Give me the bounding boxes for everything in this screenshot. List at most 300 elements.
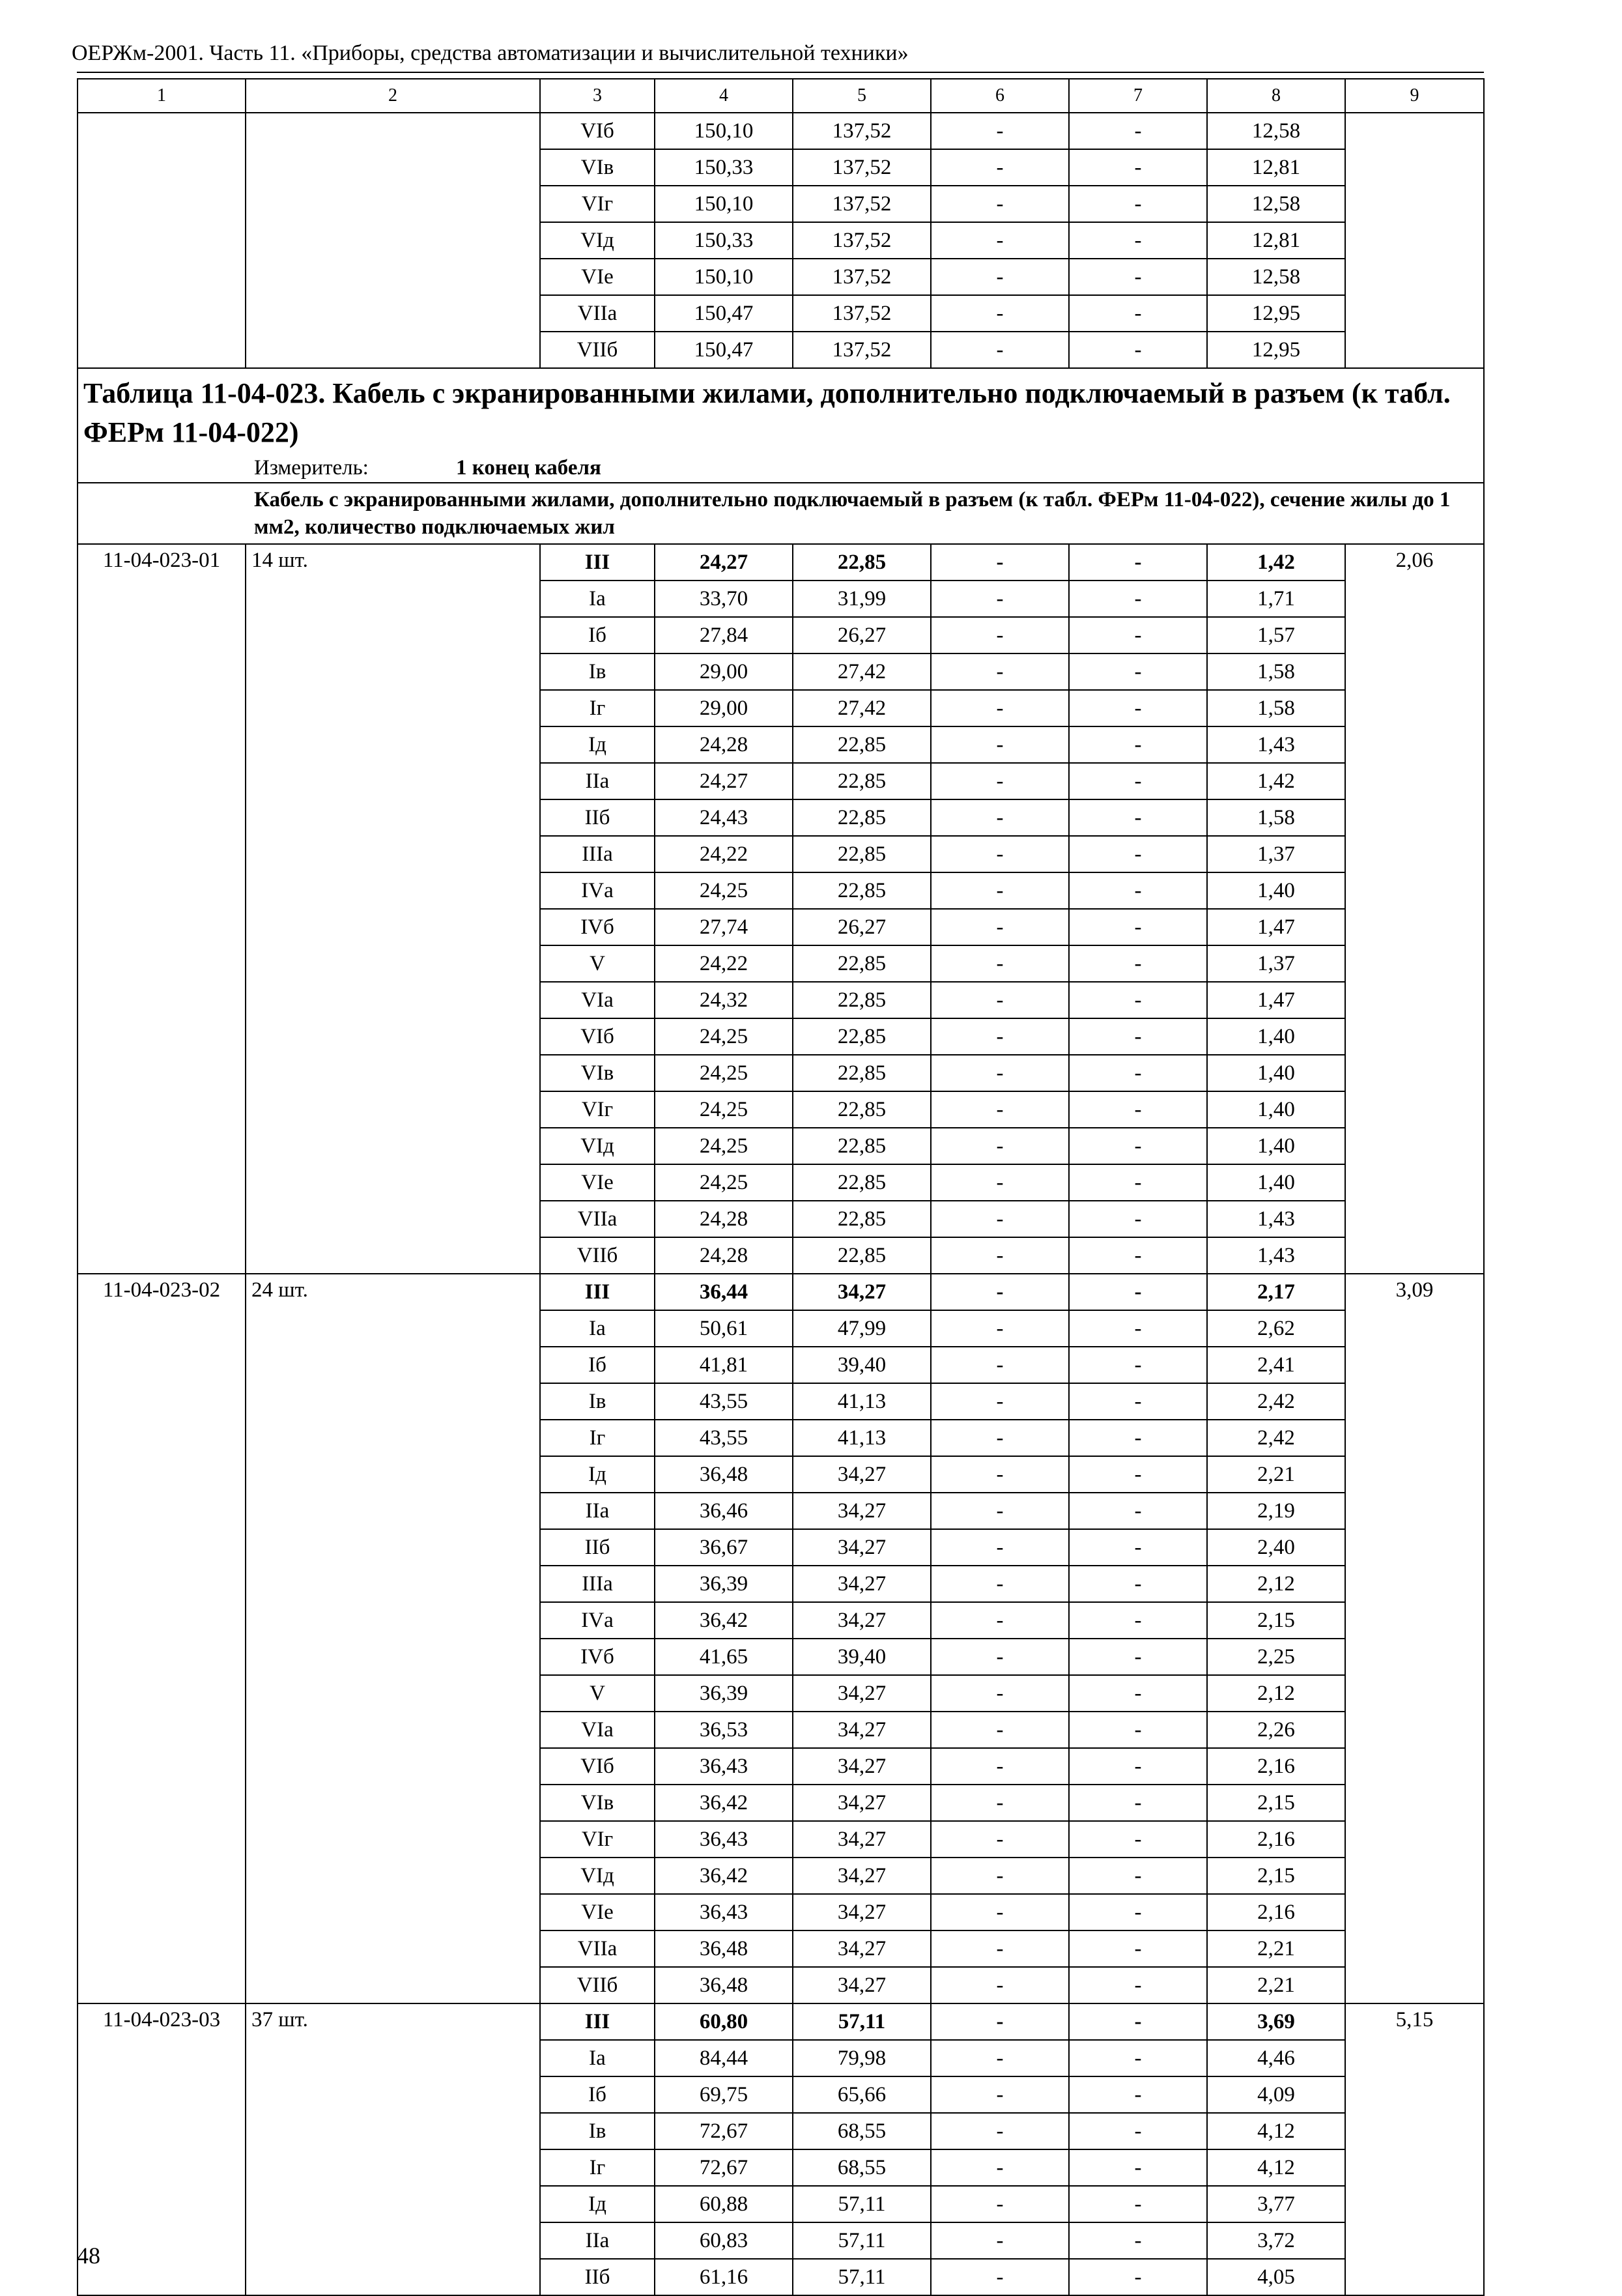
value-cell: - [1069,1712,1207,1748]
value-cell: 2,15 [1207,1858,1345,1894]
value-cell: 137,52 [793,259,931,295]
value-cell: VIд [540,222,655,259]
value-cell: 2,21 [1207,1456,1345,1493]
value-cell: - [1069,1675,1207,1712]
value-cell: 1,43 [1207,1201,1345,1237]
value-cell: VIе [540,259,655,295]
value-cell: 24,22 [655,836,793,872]
value-cell: 2,41 [1207,1347,1345,1383]
value-cell: 24,25 [655,1128,793,1164]
value-cell: 2,42 [1207,1420,1345,1456]
value-cell: Iв [540,653,655,690]
name-cell [246,113,540,368]
value-cell: - [1069,1128,1207,1164]
value-cell: 22,85 [793,1018,931,1055]
value-cell: - [931,945,1069,982]
value-cell: 24,25 [655,1164,793,1201]
description-row [78,483,1484,544]
value-cell: 12,95 [1207,332,1345,368]
value-cell: Iг [540,1420,655,1456]
value-cell: - [1069,2113,1207,2149]
value-cell: 2,25 [1207,1639,1345,1675]
value-cell: 36,43 [655,1821,793,1858]
value-cell: 150,10 [655,259,793,295]
value-cell: Iд [540,2186,655,2222]
column-number: 5 [793,79,931,113]
value-cell: 29,00 [655,653,793,690]
value-cell: - [1069,799,1207,836]
value-cell: 2,62 [1207,1310,1345,1347]
value-cell: - [931,1785,1069,1821]
value-cell: 1,58 [1207,799,1345,836]
value-cell: - [1069,259,1207,295]
value-cell: - [931,1675,1069,1712]
value-cell: V [540,945,655,982]
value-cell: - [931,1018,1069,1055]
value-cell: 12,58 [1207,186,1345,222]
meter-label: Измеритель: [254,456,369,480]
value-cell: 137,52 [793,222,931,259]
header-rule [77,72,1484,73]
value-cell: - [931,1237,1069,1274]
value-cell: - [931,581,1069,617]
value-cell: - [931,836,1069,872]
value-cell: Iа [540,581,655,617]
table-row [78,2003,1484,2040]
value-cell: - [1069,2040,1207,2076]
value-cell: 2,21 [1207,1930,1345,1967]
value-cell: VIа [540,1712,655,1748]
value-cell: - [1069,1310,1207,1347]
value-cell: 22,85 [793,872,931,909]
value-cell: - [1069,690,1207,726]
value-cell: 22,85 [793,836,931,872]
value-cell: 24,28 [655,726,793,763]
value-cell: 1,43 [1207,726,1345,763]
value-cell: 47,99 [793,1310,931,1347]
value-cell: - [931,113,1069,149]
value-cell: Iв [540,2113,655,2149]
value-cell: 24,27 [655,763,793,799]
value-cell: 27,42 [793,690,931,726]
value-cell: 2,16 [1207,1748,1345,1785]
value-cell: 150,10 [655,113,793,149]
value-cell: 3,69 [1207,2003,1345,2040]
value-cell: 22,85 [793,1091,931,1128]
value-cell: 22,85 [793,1164,931,1201]
value-cell: 137,52 [793,332,931,368]
value-cell: 3,72 [1207,2222,1345,2259]
table-title-cell [78,368,1484,483]
value-cell: - [1069,1018,1207,1055]
value-cell: 22,85 [793,1128,931,1164]
value-cell: - [931,1420,1069,1456]
value-cell: - [931,1748,1069,1785]
value-cell: - [931,544,1069,581]
value-cell: 36,48 [655,1930,793,1967]
value-cell: - [931,222,1069,259]
value-cell: - [931,1383,1069,1420]
value-cell: - [1069,222,1207,259]
value-cell: VIIа [540,295,655,332]
column-number: 3 [540,79,655,113]
mass-cell: 2,06 [1345,544,1484,1274]
value-cell: 1,40 [1207,1164,1345,1201]
value-cell: 41,65 [655,1639,793,1675]
value-cell: 26,27 [793,909,931,945]
value-cell: 36,39 [655,1675,793,1712]
value-cell: - [931,1493,1069,1529]
value-cell: 36,48 [655,1456,793,1493]
value-cell: - [931,726,1069,763]
value-cell: - [931,1858,1069,1894]
value-cell: IIIа [540,1566,655,1602]
value-cell: - [1069,1456,1207,1493]
value-cell: Iг [540,2149,655,2186]
value-cell: - [931,1347,1069,1383]
value-cell: - [931,1930,1069,1967]
value-cell: - [1069,1930,1207,1967]
value-cell: - [1069,1785,1207,1821]
value-cell: 12,95 [1207,295,1345,332]
value-cell: 2,12 [1207,1566,1345,1602]
value-cell: - [1069,2259,1207,2295]
value-cell: - [931,1128,1069,1164]
column-number-row [78,79,1484,113]
value-cell: - [1069,581,1207,617]
value-cell: - [1069,1602,1207,1639]
value-cell: 24,27 [655,544,793,581]
value-cell: 41,81 [655,1347,793,1383]
value-cell: - [1069,1201,1207,1237]
description-cell: Кабель с экранированными жилами, дополнительно подключаемый в разъем (к табл. ФЕРм 11-04-022), сечение жилы до 1 мм2, количество подключаемых жил [78,483,1484,544]
code-cell: 11-04-023-03 [78,2003,246,2295]
value-cell: 60,88 [655,2186,793,2222]
value-cell: 1,40 [1207,1018,1345,1055]
value-cell: 61,16 [655,2259,793,2295]
value-cell: V [540,1675,655,1712]
value-cell: 1,47 [1207,909,1345,945]
value-cell: - [931,909,1069,945]
value-cell: - [931,186,1069,222]
value-cell: 36,44 [655,1274,793,1310]
value-cell: VIIа [540,1201,655,1237]
value-cell: 2,15 [1207,1602,1345,1639]
value-cell: Iд [540,726,655,763]
value-cell: 1,37 [1207,836,1345,872]
value-cell: 24,28 [655,1237,793,1274]
value-cell: IVб [540,909,655,945]
value-cell: 50,61 [655,1310,793,1347]
value-cell: 3,77 [1207,2186,1345,2222]
column-number: 8 [1207,79,1345,113]
value-cell: - [931,149,1069,186]
value-cell: IIб [540,799,655,836]
value-cell: 39,40 [793,1347,931,1383]
value-cell: 24,25 [655,1091,793,1128]
value-cell: IIа [540,2222,655,2259]
value-cell: 1,40 [1207,1091,1345,1128]
value-cell: - [931,2003,1069,2040]
value-cell: 22,85 [793,799,931,836]
value-cell: 84,44 [655,2040,793,2076]
rates-table-body [78,79,1484,2295]
value-cell: 1,58 [1207,690,1345,726]
value-cell: 36,53 [655,1712,793,1748]
value-cell: - [931,1456,1069,1493]
value-cell: - [1069,653,1207,690]
value-cell: VIв [540,149,655,186]
value-cell: - [931,2040,1069,2076]
value-cell: - [1069,982,1207,1018]
value-cell: 2,12 [1207,1675,1345,1712]
value-cell: 24,25 [655,1055,793,1091]
value-cell: - [1069,295,1207,332]
value-cell: 2,15 [1207,1785,1345,1821]
value-cell: - [1069,1967,1207,2003]
value-cell: 137,52 [793,295,931,332]
value-cell: 12,81 [1207,149,1345,186]
value-cell: - [931,1310,1069,1347]
value-cell: - [1069,1237,1207,1274]
value-cell: 43,55 [655,1383,793,1420]
name-cell: 14 шт. [246,544,540,1274]
value-cell: 60,80 [655,2003,793,2040]
value-cell: 22,85 [793,1201,931,1237]
value-cell: 34,27 [793,1930,931,1967]
value-cell: - [931,295,1069,332]
column-number: 9 [1345,79,1484,113]
value-cell: 34,27 [793,1675,931,1712]
value-cell: 39,40 [793,1639,931,1675]
name-cell: 24 шт. [246,1274,540,2003]
value-cell: VIв [540,1785,655,1821]
value-cell: 31,99 [793,581,931,617]
value-cell: 57,11 [793,2186,931,2222]
value-cell: 68,55 [793,2113,931,2149]
value-cell: IIа [540,763,655,799]
value-cell: Iа [540,1310,655,1347]
value-cell: 26,27 [793,617,931,653]
value-cell: - [1069,2149,1207,2186]
value-cell: - [931,2222,1069,2259]
value-cell: - [1069,836,1207,872]
value-cell: - [931,763,1069,799]
value-cell: 36,42 [655,1785,793,1821]
meter-line [83,453,1478,482]
value-cell: 2,26 [1207,1712,1345,1748]
value-cell: 150,10 [655,186,793,222]
value-cell: VIIб [540,1967,655,2003]
value-cell: - [1069,1748,1207,1785]
value-cell: - [931,653,1069,690]
value-cell: 41,13 [793,1383,931,1420]
meter-value: 1 конец кабеля [456,456,601,480]
value-cell: 29,00 [655,690,793,726]
column-number: 2 [246,79,540,113]
value-cell: - [931,1639,1069,1675]
value-cell: IIIа [540,836,655,872]
value-cell: 24,25 [655,1018,793,1055]
value-cell: 12,81 [1207,222,1345,259]
value-cell: 150,47 [655,295,793,332]
value-cell: - [931,1274,1069,1310]
value-cell: VIв [540,1055,655,1091]
value-cell: 137,52 [793,149,931,186]
value-cell: 4,12 [1207,2113,1345,2149]
value-cell: IIб [540,2259,655,2295]
value-cell: III [540,1274,655,1310]
table-row [78,113,1484,149]
value-cell: - [931,1967,1069,2003]
value-cell: - [1069,1639,1207,1675]
value-cell: 12,58 [1207,113,1345,149]
value-cell: - [931,332,1069,368]
value-cell: VIа [540,982,655,1018]
value-cell: 36,48 [655,1967,793,2003]
value-cell: - [1069,1493,1207,1529]
value-cell: 24,28 [655,1201,793,1237]
value-cell: - [1069,1420,1207,1456]
column-number: 4 [655,79,793,113]
value-cell: Iд [540,1456,655,1493]
value-cell: - [1069,2186,1207,2222]
value-cell: 34,27 [793,1529,931,1566]
value-cell: - [1069,909,1207,945]
value-cell: 1,40 [1207,1128,1345,1164]
table-row [78,1274,1484,1310]
table-title: Таблица 11-04-023. Кабель с экранированными жилами, дополнительно подключаемый в разъем (к табл. ФЕРм 11-04-022) [83,377,1451,448]
value-cell: 34,27 [793,1712,931,1748]
value-cell: 12,58 [1207,259,1345,295]
value-cell: 2,16 [1207,1821,1345,1858]
value-cell: VIб [540,1018,655,1055]
value-cell: 2,42 [1207,1383,1345,1420]
value-cell: IIа [540,1493,655,1529]
value-cell: 57,11 [793,2222,931,2259]
value-cell: - [1069,1529,1207,1566]
value-cell: - [1069,617,1207,653]
value-cell: - [931,690,1069,726]
value-cell: 33,70 [655,581,793,617]
value-cell: VIб [540,113,655,149]
value-cell: 36,46 [655,1493,793,1529]
value-cell: VIе [540,1894,655,1930]
value-cell: 1,40 [1207,1055,1345,1091]
value-cell: - [931,1602,1069,1639]
value-cell: - [1069,2222,1207,2259]
code-cell [78,113,246,368]
value-cell: - [931,982,1069,1018]
value-cell: 36,67 [655,1529,793,1566]
value-cell: 43,55 [655,1420,793,1456]
value-cell: 34,27 [793,1858,931,1894]
value-cell: - [1069,332,1207,368]
value-cell: 150,33 [655,222,793,259]
value-cell: 22,85 [793,1237,931,1274]
value-cell: 34,27 [793,1967,931,2003]
value-cell: Iа [540,2040,655,2076]
code-cell: 11-04-023-02 [78,1274,246,2003]
value-cell: 1,42 [1207,544,1345,581]
value-cell: 36,42 [655,1858,793,1894]
value-cell: - [1069,1091,1207,1128]
column-number: 7 [1069,79,1207,113]
value-cell: VIIа [540,1930,655,1967]
value-cell: 4,46 [1207,2040,1345,2076]
value-cell: - [931,1529,1069,1566]
value-cell: 34,27 [793,1785,931,1821]
value-cell: 24,25 [655,872,793,909]
value-cell: 1,43 [1207,1237,1345,1274]
value-cell: VIд [540,1128,655,1164]
value-cell: - [1069,1164,1207,1201]
value-cell: 57,11 [793,2259,931,2295]
value-cell: 34,27 [793,1894,931,1930]
value-cell: 34,27 [793,1821,931,1858]
name-cell: 37 шт. [246,2003,540,2295]
value-cell: VIIб [540,332,655,368]
value-cell: 65,66 [793,2076,931,2113]
value-cell: - [931,617,1069,653]
mass-cell: 3,09 [1345,1274,1484,2003]
value-cell: - [1069,186,1207,222]
value-cell: III [540,544,655,581]
value-cell: 69,75 [655,2076,793,2113]
value-cell: 34,27 [793,1566,931,1602]
value-cell: - [931,1821,1069,1858]
value-cell: 36,43 [655,1894,793,1930]
mass-cell [1345,113,1484,368]
mass-cell: 5,15 [1345,2003,1484,2295]
value-cell: - [931,1091,1069,1128]
value-cell: 22,85 [793,1055,931,1091]
value-cell: VIIб [540,1237,655,1274]
value-cell: - [931,259,1069,295]
value-cell: 34,27 [793,1493,931,1529]
value-cell: 4,12 [1207,2149,1345,2186]
value-cell: VIг [540,1821,655,1858]
value-cell: 137,52 [793,113,931,149]
value-cell: 41,13 [793,1420,931,1456]
value-cell: Iб [540,2076,655,2113]
value-cell: 22,85 [793,945,931,982]
value-cell: Iб [540,1347,655,1383]
value-cell: - [1069,113,1207,149]
value-cell: VIб [540,1748,655,1785]
value-cell: 24,32 [655,982,793,1018]
value-cell: 137,52 [793,186,931,222]
column-number: 6 [931,79,1069,113]
value-cell: - [931,1712,1069,1748]
value-cell: 60,83 [655,2222,793,2259]
value-cell: 27,84 [655,617,793,653]
value-cell: 150,33 [655,149,793,186]
value-cell: - [1069,1821,1207,1858]
value-cell: 68,55 [793,2149,931,2186]
value-cell: 34,27 [793,1274,931,1310]
value-cell: VIг [540,186,655,222]
value-cell: - [1069,726,1207,763]
value-cell: 72,67 [655,2149,793,2186]
value-cell: - [1069,945,1207,982]
value-cell: - [1069,1347,1207,1383]
value-cell: 2,16 [1207,1894,1345,1930]
value-cell: 36,42 [655,1602,793,1639]
value-cell: 1,71 [1207,581,1345,617]
value-cell: - [1069,1055,1207,1091]
value-cell: Iб [540,617,655,653]
